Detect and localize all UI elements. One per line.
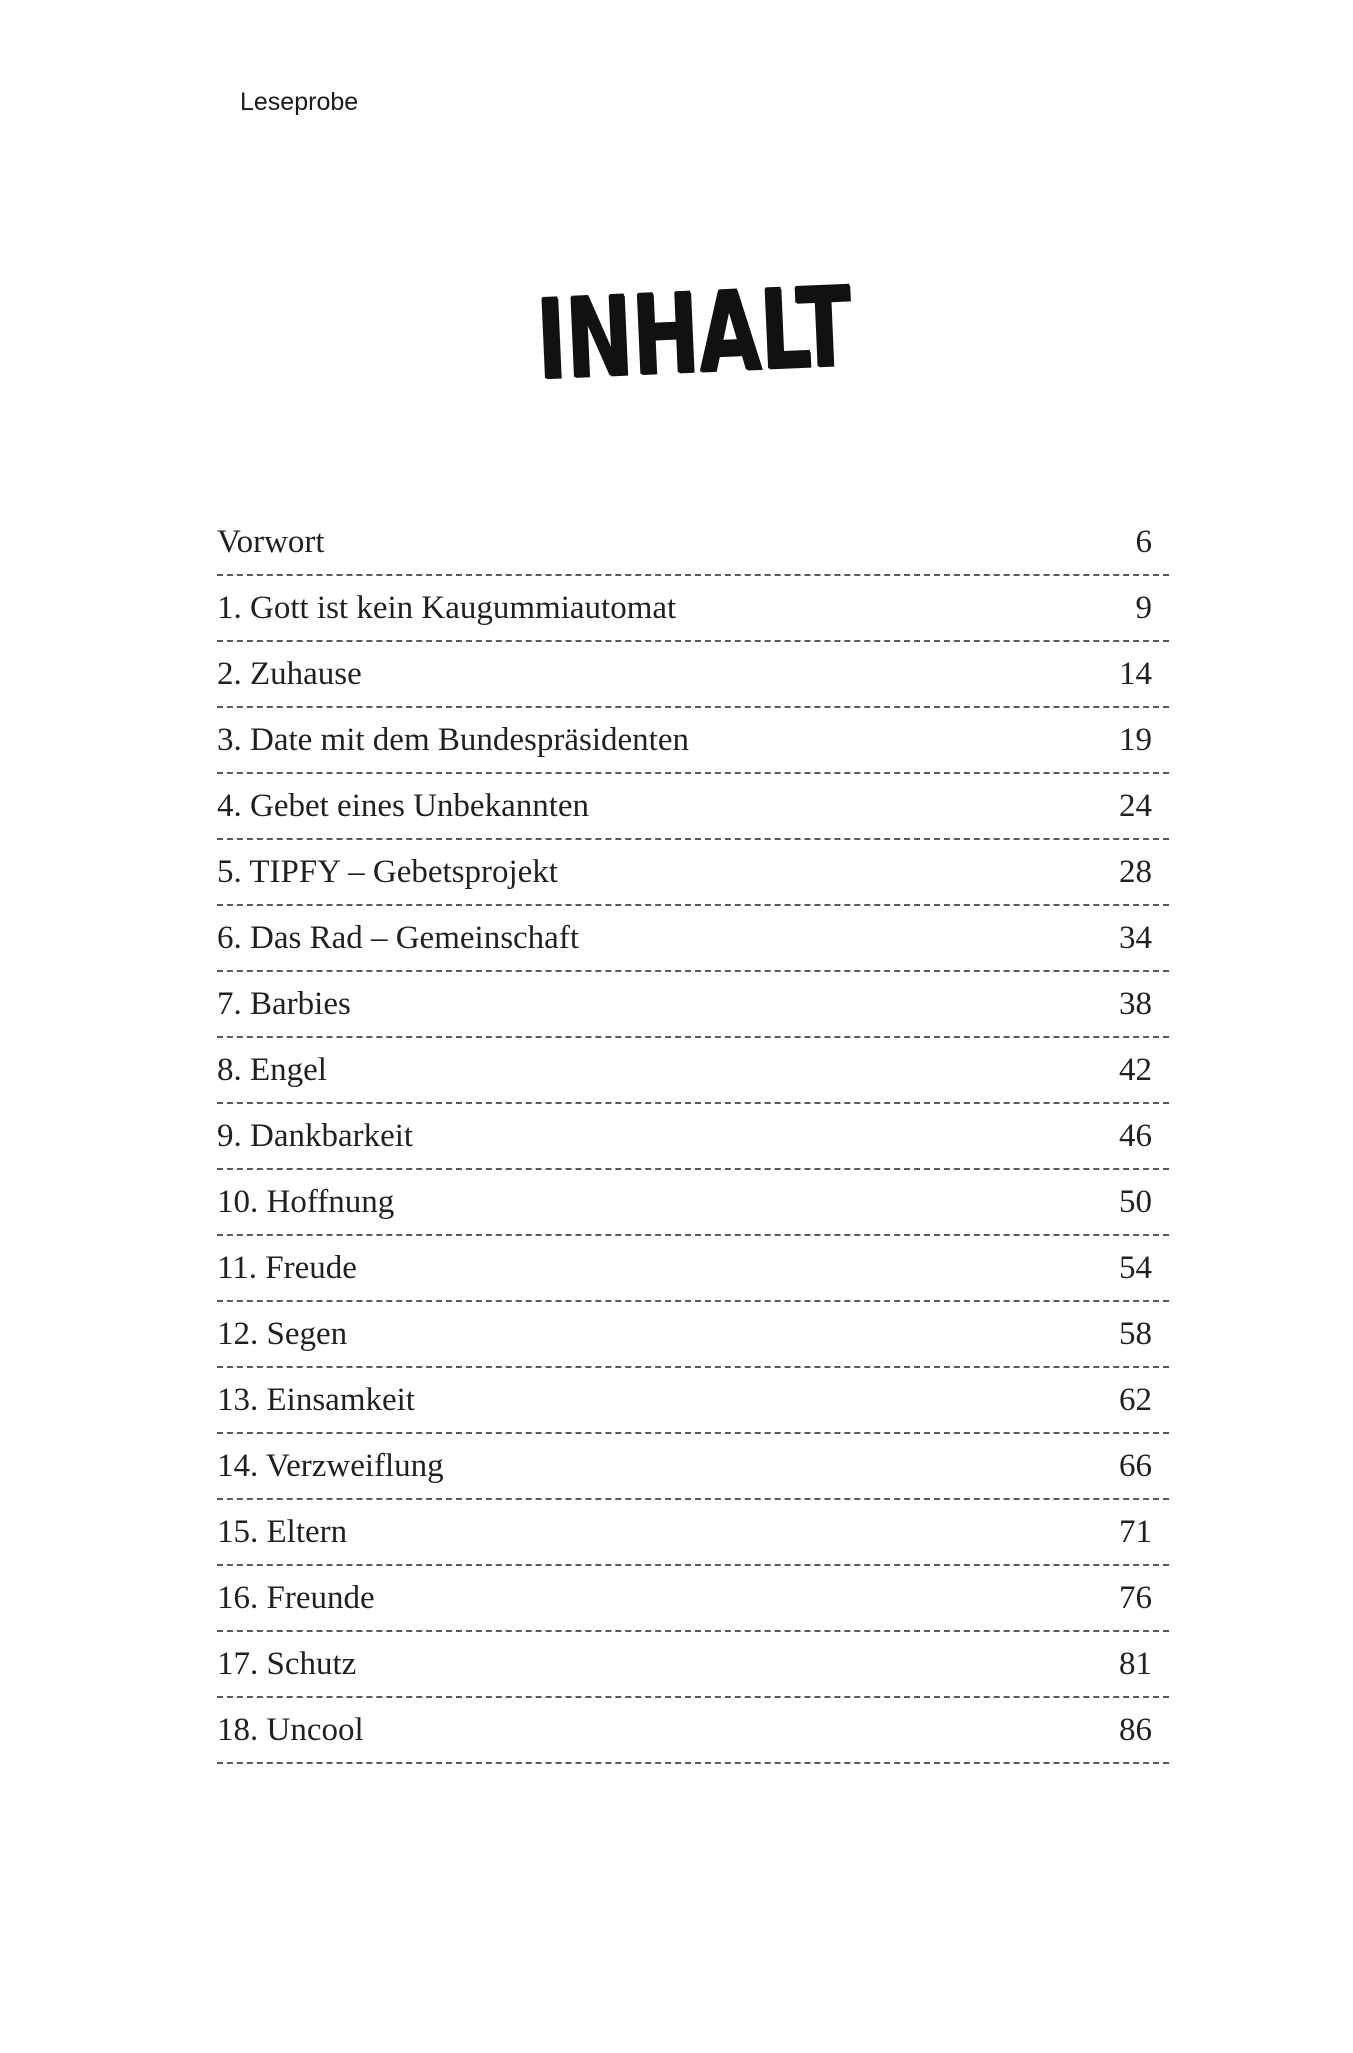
toc-entry-label: 4. Gebet eines Unbekannten xyxy=(217,788,590,824)
toc-entry[interactable] xyxy=(217,1566,1169,1632)
toc-entry-page: 54 xyxy=(1119,1250,1152,1286)
toc-entry-page: 81 xyxy=(1119,1646,1152,1682)
toc-entry[interactable] xyxy=(217,840,1169,906)
toc-entry[interactable] xyxy=(217,576,1169,642)
toc-entry-label: 15. Eltern xyxy=(217,1514,348,1550)
toc-entry[interactable] xyxy=(217,1632,1169,1698)
toc-entry-page: 76 xyxy=(1119,1580,1152,1616)
toc-entry-page: 28 xyxy=(1119,854,1152,890)
toc-entry-label: Vorwort xyxy=(217,524,325,560)
toc-entry[interactable] xyxy=(217,708,1169,774)
toc-entry-label: 12. Segen xyxy=(217,1316,348,1352)
toc-entry[interactable] xyxy=(217,1302,1169,1368)
toc-entry[interactable] xyxy=(217,1104,1169,1170)
toc-entry-label: 9. Dankbarkeit xyxy=(217,1118,414,1154)
toc-entry-page: 6 xyxy=(1135,524,1152,560)
toc-entry-label: 18. Uncool xyxy=(217,1712,364,1748)
toc-entry[interactable] xyxy=(217,1170,1169,1236)
toc-entry-page: 62 xyxy=(1119,1382,1152,1418)
toc-entry[interactable] xyxy=(217,774,1169,840)
toc-entry[interactable] xyxy=(217,1434,1169,1500)
toc-entry-label: 17. Schutz xyxy=(217,1646,357,1682)
toc-entry-label: 3. Date mit dem Bundespräsidenten xyxy=(217,722,689,758)
toc-entry-page: 19 xyxy=(1119,722,1152,758)
toc-entry-label: 1. Gott ist kein Kaugummiautomat xyxy=(217,590,677,626)
toc-entry-page: 66 xyxy=(1119,1448,1152,1484)
toc-entry[interactable] xyxy=(217,1038,1169,1104)
toc-entry-label: 11. Freude xyxy=(217,1250,357,1286)
toc-entry[interactable] xyxy=(217,906,1169,972)
toc-entry-label: 14. Verzweiflung xyxy=(217,1448,444,1484)
toc-entry[interactable] xyxy=(217,1368,1169,1434)
header-label: Leseprobe xyxy=(240,88,359,116)
toc-entry-label: 10. Hoffnung xyxy=(217,1184,395,1220)
toc-entry-label: 8. Engel xyxy=(217,1052,327,1088)
toc-entry[interactable] xyxy=(217,1698,1169,1764)
toc-entry-label: 13. Einsamkeit xyxy=(217,1382,415,1418)
toc-entry[interactable] xyxy=(217,510,1169,576)
toc-entry-label: 5. TIPFY – Gebetsprojekt xyxy=(217,854,558,890)
toc-entry-page: 50 xyxy=(1119,1184,1152,1220)
toc-entry-label: 6. Das Rad – Gemeinschaft xyxy=(217,920,579,956)
toc-entry-page: 42 xyxy=(1119,1052,1152,1088)
toc-entry-page: 9 xyxy=(1135,590,1152,626)
toc-entry-page: 24 xyxy=(1119,788,1152,824)
page-title: INHALT xyxy=(534,264,854,406)
toc-entry[interactable] xyxy=(217,1236,1169,1302)
toc-entry[interactable] xyxy=(217,1500,1169,1566)
toc-entry-page: 14 xyxy=(1119,656,1152,692)
toc-entry-page: 71 xyxy=(1119,1514,1152,1550)
toc-entry[interactable] xyxy=(217,642,1169,708)
table-of-contents xyxy=(217,510,1169,1764)
toc-entry-label: 16. Freunde xyxy=(217,1580,375,1616)
toc-entry-label: 2. Zuhause xyxy=(217,656,362,692)
toc-entry-page: 38 xyxy=(1119,986,1152,1022)
toc-entry-page: 58 xyxy=(1119,1316,1152,1352)
toc-entry-page: 86 xyxy=(1119,1712,1152,1748)
toc-entry[interactable] xyxy=(217,972,1169,1038)
toc-entry-page: 46 xyxy=(1119,1118,1152,1154)
toc-entry-page: 34 xyxy=(1119,920,1152,956)
toc-entry-label: 7. Barbies xyxy=(217,986,351,1022)
